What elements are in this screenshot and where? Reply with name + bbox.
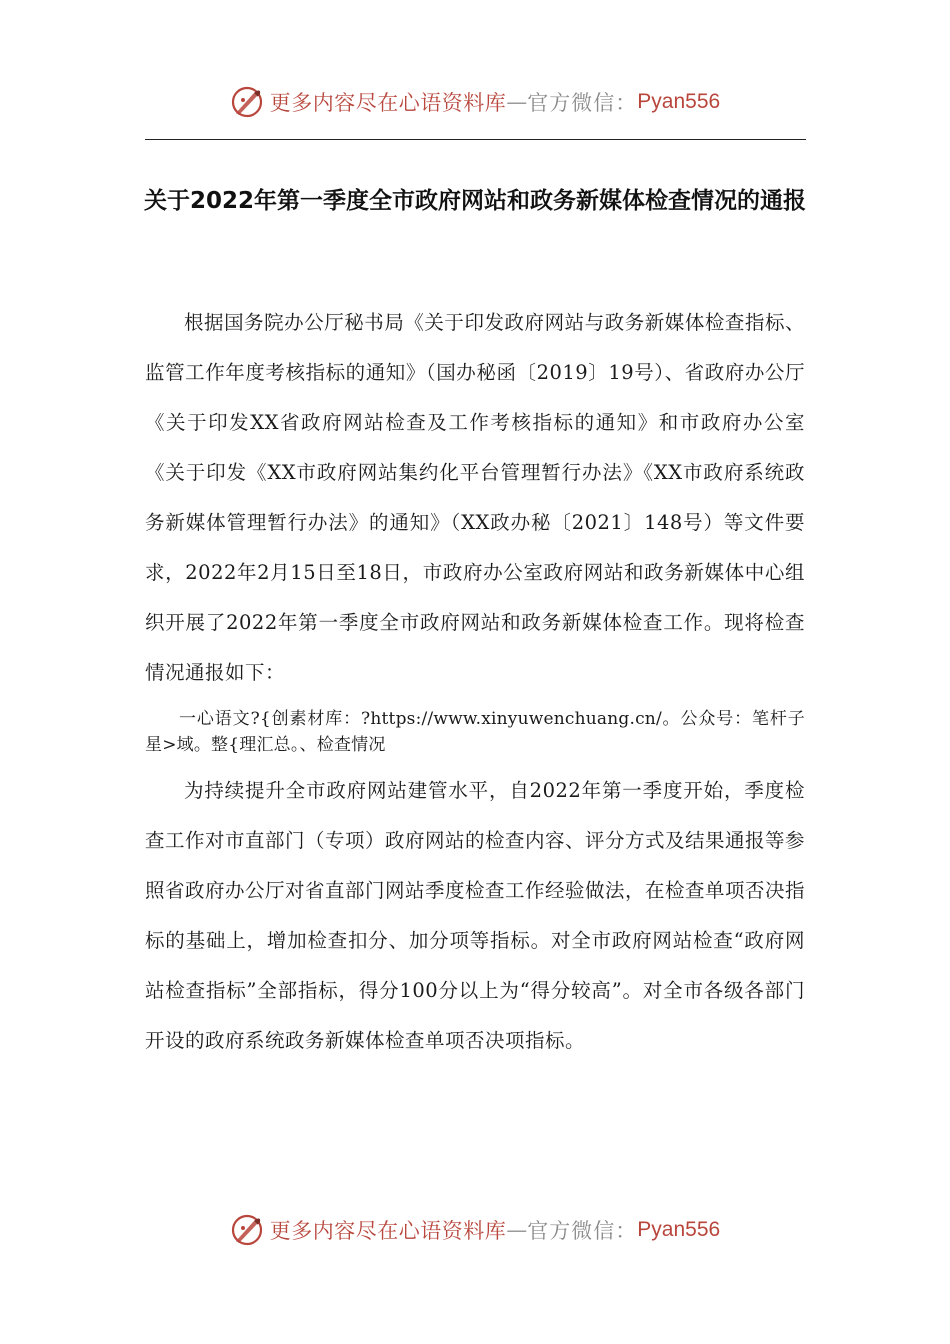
footer-banner bbox=[0, 1208, 950, 1252]
paragraph-intro: 根据国务院办公厅秘书局《关于印发政府网站与政务新媒体检查指标、监管工作年度考核指标的通知》（国办秘函〔2019〕19号）、省政府办公厅《关于印发XX省政府网站检查及工作考核指标的通知》和市政府办公室《关于印发《XX市政府网站集约化平台管理暂行办法》《XX市政府系统政务新媒体管理暂行办法》的通知》（XX政办秘〔2021〕148号）等文件要求，2022年2月15日至18日，市政府办公室政府网站和政务新媒体中心组织开展了2022年第一季度全市政府网站和政务新媒体检查工作。现将检查情况通报如下： bbox=[145, 311, 805, 684]
banner-text: 更多内容尽在心语资料库 bbox=[269, 1219, 507, 1243]
wechat-label: 官方微信： bbox=[527, 91, 638, 115]
paragraph-watermark-note: 一心语文?{创素材库：?https://www.xinyuwenchuang.cn/。公众号：笔杆子星>域。整{理汇总。、检查情况 bbox=[145, 709, 805, 755]
wechat-label: 官方微信： bbox=[527, 1219, 638, 1243]
wechat-id: Pyan556 bbox=[637, 1218, 721, 1241]
document-title: 关于2022年第一季度全市政府网站和政务新媒体检查情况的通报 bbox=[143, 188, 806, 214]
quill-logo-icon bbox=[230, 1213, 264, 1247]
banner-text: 更多内容尽在心语资料库 bbox=[269, 91, 507, 115]
banner-separator: — bbox=[506, 90, 528, 114]
quill-logo-icon bbox=[230, 85, 264, 119]
header-divider bbox=[145, 139, 806, 140]
banner-separator: — bbox=[506, 1218, 528, 1242]
paragraph-inspection: 为持续提升全市政府网站建管水平，自2022年第一季度开始，季度检查工作对市直部门（专项）政府网站的检查内容、评分方式及结果通报等参照省政府办公厅对省直部门网站季度检查工作经验做法，在检查单项否决指标的基础上，增加检查扣分、加分项等指标。对全市政府网站检查“政府网站检查指标”全部指标，得分100分以上为“得分较高”。对全市各级各部门开设的政府系统政务新媒体检查单项否决项指标。 bbox=[145, 779, 806, 1052]
document-body bbox=[145, 298, 805, 1066]
header-banner bbox=[0, 80, 950, 124]
wechat-id: Pyan556 bbox=[637, 90, 721, 113]
